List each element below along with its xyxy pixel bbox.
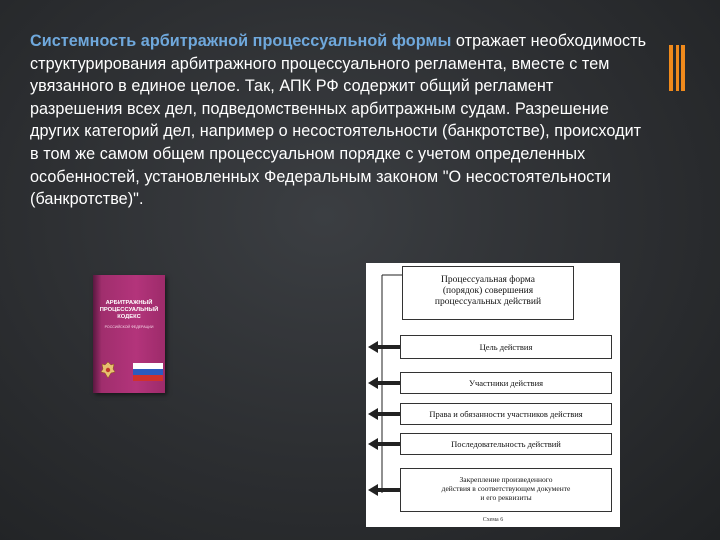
diagram-item-label: Закрепление произведенного <box>459 475 553 484</box>
diagram-item-label: Участники действия <box>468 378 544 388</box>
diagram-item-record <box>400 468 612 512</box>
coat-of-arms-icon <box>99 360 117 380</box>
accent-bar <box>669 45 685 91</box>
diagram-arrows <box>366 263 406 527</box>
slide-heading-highlight: Системность арбитражной процессуальной формы <box>30 32 452 50</box>
diagram-item-label: и его реквизиты <box>480 493 532 502</box>
diagram-item-label: Цель действия <box>479 342 533 352</box>
diagram-item-label: Последовательность действий <box>451 439 561 449</box>
procedure-diagram <box>366 263 620 527</box>
slide-text <box>30 30 650 211</box>
diagram-item-sequence <box>400 433 612 455</box>
diagram-top-line: процессуальных действий <box>434 297 542 307</box>
diagram-item-label: Права и обязанности участников действия <box>429 409 583 419</box>
book-title: АРБИТРАЖНЫЙ ПРОЦЕССУАЛЬНЫЙ КОДЕКС <box>99 300 159 320</box>
arrow-icon <box>368 341 400 496</box>
diagram-top-box <box>402 266 574 320</box>
code-book-image <box>93 275 165 393</box>
slide-paragraph: отражает необходимость структурирования арбитражного процессуального регламента, вместе с тем увязанного в единое целое. Так, АПК РФ содержит общий регламент разрешения всех дел, подведомственных арбитражным судам. Разрешение других категорий дел, например о несостоятельности (банкротстве), происходит в том же самом общем процессуальном порядке с учетом определенных особенностей, установленных Федеральным законом "О несостоятельности (банкротстве)". <box>30 32 647 209</box>
diagram-item-rights <box>400 403 612 425</box>
diagram-item-goal <box>400 335 612 359</box>
diagram-item-label: действия в соответствующем документе <box>441 484 571 493</box>
flag-stripes <box>133 363 163 381</box>
diagram-caption: Схема 6 <box>482 517 504 523</box>
book-subtitle: РОССИЙСКОЙ ФЕДЕРАЦИИ <box>104 325 154 329</box>
diagram-item-participants <box>400 372 612 394</box>
diagram-top-line: Процессуальная форма <box>441 275 535 285</box>
diagram-top-line: (порядок) совершения <box>442 286 534 296</box>
